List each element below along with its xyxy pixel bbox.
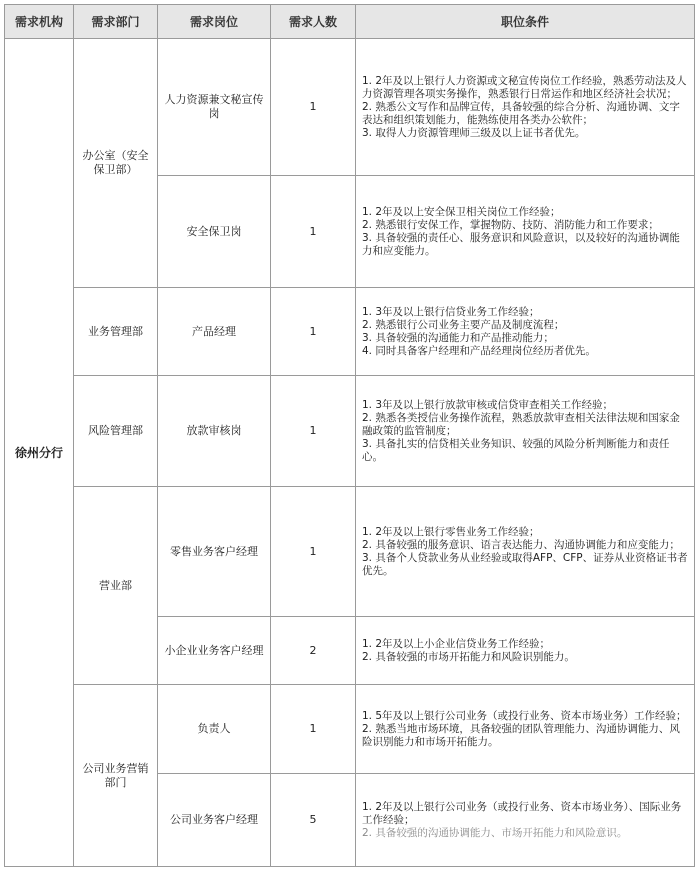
table-row — [5, 288, 695, 376]
num-cell: 1 — [271, 176, 356, 288]
post-cell: 人力资源兼文秘宣传岗 — [158, 39, 271, 176]
header-dept: 需求部门 — [74, 5, 158, 39]
num-cell: 2 — [271, 617, 356, 685]
cond-line: 3. 具备较强的责任心、服务意识和风险意识，以及较好的沟通协调能力和应变能力。 — [362, 231, 680, 257]
num-cell: 1 — [271, 39, 356, 176]
cond-line: 1. 2年及以上安全保卫相关岗位工作经验； — [362, 205, 561, 218]
cond-line: 2. 熟悉银行安保工作，掌握物防、技防、消防能力和工作要求； — [362, 218, 659, 231]
cond-line: 2. 熟悉当地市场环境，具备较强的团队管理能力、沟通协调能力、风险识别能力和市场开拓能力。 — [362, 722, 680, 748]
table-row — [5, 376, 695, 487]
post-cell: 放款审核岗 — [158, 376, 271, 487]
cond-line: 3. 具备扎实的信贷相关业务知识、较强的风险分析判断能力和责任心。 — [362, 437, 670, 463]
cond-line: 2. 具备较强的市场开拓能力和风险识别能力。 — [362, 650, 575, 663]
cond-line: 1. 3年及以上银行放款审核或信贷审查相关工作经验； — [362, 398, 614, 411]
post-cell: 安全保卫岗 — [158, 176, 271, 288]
cond-line: 2. 具备较强的沟通协调能力、市场开拓能力和风险意识。 — [362, 826, 628, 839]
dept-cell-business: 业务管理部 — [74, 288, 158, 376]
cond-cell — [356, 774, 695, 867]
cond-cell — [356, 685, 695, 774]
header-row — [5, 5, 695, 39]
cond-line: 1. 2年及以上银行人力资源或文秘宣传岗位工作经验，熟悉劳动法及人力资源管理各项实务操作，熟悉银行日常运作和地区经济社会状况； — [362, 74, 687, 100]
cond-line: 3. 取得人力资源管理师三级及以上证书者优先。 — [362, 126, 586, 139]
cond-line: 1. 5年及以上银行公司业务（或投行业务、资本市场业务）工作经验； — [362, 709, 687, 722]
cond-line: 2. 熟悉银行公司业务主要产品及制度流程； — [362, 318, 565, 331]
num-cell: 1 — [271, 376, 356, 487]
cond-cell — [356, 617, 695, 685]
table-row — [5, 39, 695, 176]
post-cell: 产品经理 — [158, 288, 271, 376]
cond-line: 1. 3年及以上银行信贷业务工作经验； — [362, 305, 540, 318]
dept-cell-office: 办公室（安全保卫部） — [74, 39, 158, 288]
cond-line: 1. 2年及以上银行公司业务（或投行业务、资本市场业务）、国际业务工作经验； — [362, 800, 682, 826]
num-cell: 1 — [271, 288, 356, 376]
num-cell: 1 — [271, 487, 356, 617]
header-num: 需求人数 — [271, 5, 356, 39]
cond-cell — [356, 176, 695, 288]
dept-cell-corporate: 公司业务营销部门 — [74, 685, 158, 867]
num-cell: 5 — [271, 774, 356, 867]
table-row — [5, 685, 695, 774]
post-cell: 零售业务客户经理 — [158, 487, 271, 617]
recruitment-table — [4, 4, 695, 867]
header-cond: 职位条件 — [356, 5, 695, 39]
cond-cell — [356, 39, 695, 176]
cond-line: 1. 2年及以上小企业信贷业务工作经验； — [362, 637, 551, 650]
dept-cell-sales: 营业部 — [74, 487, 158, 685]
post-cell: 负责人 — [158, 685, 271, 774]
header-org: 需求机构 — [5, 5, 74, 39]
cond-line: 1. 2年及以上银行零售业务工作经验； — [362, 525, 540, 538]
header-post: 需求岗位 — [158, 5, 271, 39]
cond-cell — [356, 288, 695, 376]
cond-cell — [356, 376, 695, 487]
cond-line: 3. 具备较强的沟通能力和产品推动能力； — [362, 331, 554, 344]
cond-line: 3. 具备个人贷款业务从业经验或取得AFP、CFP、证券从业资格证书者优先。 — [362, 551, 688, 577]
cond-line: 2. 具备较强的服务意识、语言表达能力、沟通协调能力和应变能力； — [362, 538, 680, 551]
cond-line: 4. 同时具备客户经理和产品经理岗位经历者优先。 — [362, 344, 596, 357]
cond-line: 2. 熟悉各类授信业务操作流程，熟悉放款审查相关法律法规和国家金融政策的监管制度； — [362, 411, 680, 437]
num-cell: 1 — [271, 685, 356, 774]
table-row — [5, 487, 695, 617]
cond-cell — [356, 487, 695, 617]
post-cell: 公司业务客户经理 — [158, 774, 271, 867]
branch-cell: 徐州分行 — [5, 39, 74, 867]
cond-line: 2. 熟悉公文写作和品牌宣传，具备较强的综合分析、沟通协调、文字表达和组织策划能力，能熟练使用各类办公软件； — [362, 100, 680, 126]
post-cell: 小企业业务客户经理 — [158, 617, 271, 685]
dept-cell-risk: 风险管理部 — [74, 376, 158, 487]
